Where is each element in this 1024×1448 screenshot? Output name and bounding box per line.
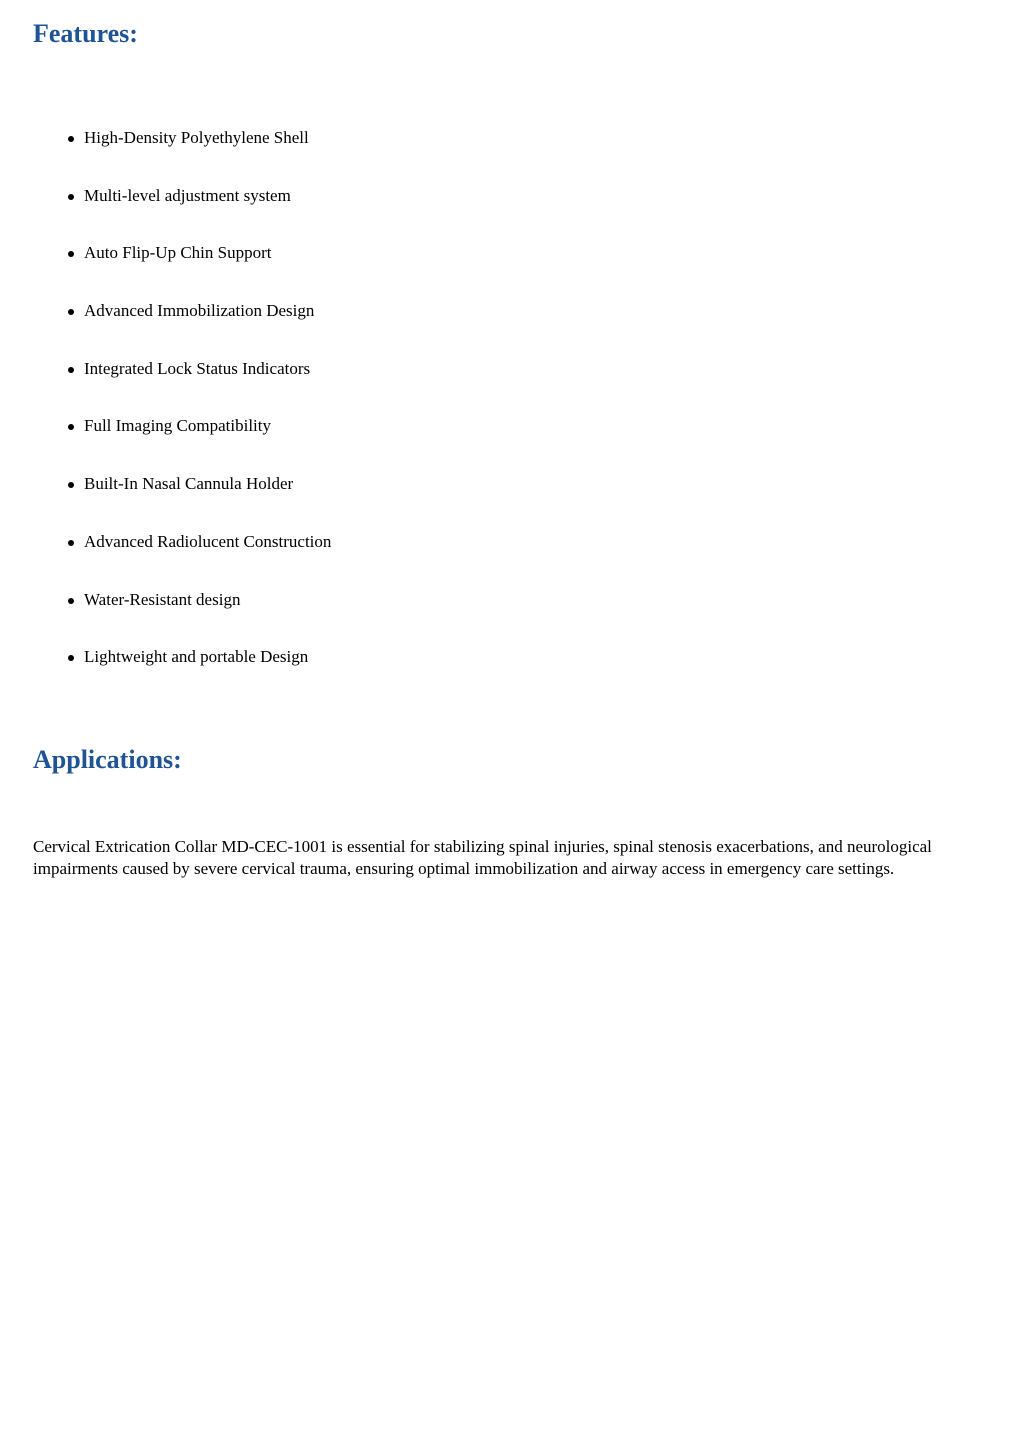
applications-heading: Applications: [33, 745, 182, 774]
features-heading: Features: [33, 19, 138, 48]
feature-label: Advanced Radiolucent Construction [84, 531, 332, 551]
bullet-icon [68, 598, 74, 604]
feature-label: Full Imaging Compatibility [84, 416, 271, 436]
feature-label: Water-Resistant design [84, 589, 241, 609]
list-item [0, 125, 1024, 183]
bullet-icon [68, 424, 74, 430]
feature-label: Integrated Lock Status Indicators [84, 358, 311, 378]
bullet-icon [68, 655, 74, 661]
features-list [0, 125, 1024, 702]
feature-label: Auto Flip-Up Chin Support [84, 243, 272, 263]
list-item [0, 644, 1024, 702]
bullet-icon [68, 482, 74, 488]
feature-label: Built-In Nasal Cannula Holder [84, 474, 294, 494]
list-item [0, 471, 1024, 529]
list-item [0, 183, 1024, 241]
feature-label: High-Density Polyethylene Shell [84, 128, 309, 147]
list-item [0, 298, 1024, 356]
feature-label: Advanced Immobilization Design [84, 301, 315, 321]
feature-label: Lightweight and portable Design [84, 647, 309, 667]
feature-label: Multi-level adjustment system [84, 185, 291, 205]
bullet-icon [68, 367, 74, 373]
list-item [0, 356, 1024, 414]
list-item [0, 413, 1024, 471]
bullet-icon [68, 251, 74, 257]
bullet-icon [68, 194, 74, 200]
list-item [0, 529, 1024, 587]
bullet-icon [68, 309, 74, 315]
applications-paragraph: Cervical Extrication Collar MD-CEC-1001 is essential for stabilizing spinal injuries, spinal stenosis exacerbations, and neurological impairments caused by severe cervical trauma, ensuring optimal immobilization and airway access in emergency care settings. [33, 837, 932, 878]
list-item [0, 240, 1024, 298]
list-item [0, 587, 1024, 645]
bullet-icon [68, 540, 74, 546]
bullet-icon [68, 136, 74, 142]
